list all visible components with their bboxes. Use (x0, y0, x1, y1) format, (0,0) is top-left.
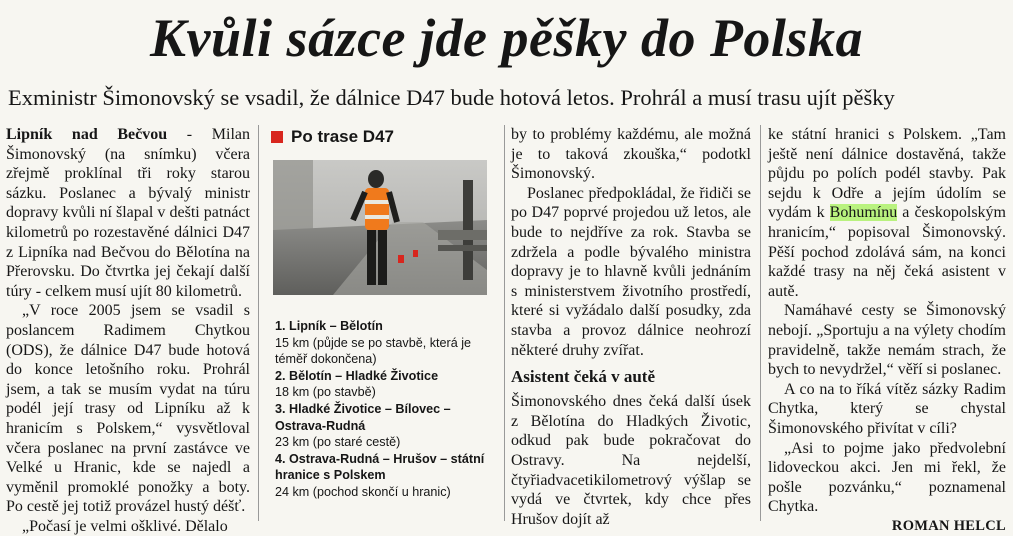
walker-photo-icon (273, 160, 487, 295)
paragraph: „V roce 2005 jsem se vsadil s poslancem Radimem Chytkou (ODS), že dálnice D47 bude hotová do konce letošního roku. Prohrál jsem, a tak se musím vydat na túru podél její trasy od Lipníku až k hranicím s Polskem,“ vysvětloval včera poslanec na první zastávce ve Velké u Hranic, kde se najedl a vyměnil promoklé ponožky a boty. Po cestě jej totiž provázel hustý déšť. (6, 302, 250, 516)
route-item-name: 1. Lipník – Bělotín (275, 319, 383, 333)
article-column-1 (6, 125, 250, 536)
sidebar-title (271, 125, 497, 149)
column-divider (258, 125, 259, 521)
subtitle: Exministr Šimonovský se vsadil, že dálnice D47 bude hotová letos. Prohrál a musí trasu ujít pěšky (8, 85, 895, 110)
route-item-detail: 23 km (po staré cestě) (275, 435, 401, 450)
route-item-detail: 15 km (půjde se po stavbě, která je téměř dokončena) (275, 335, 472, 367)
route-item (275, 368, 497, 401)
column-divider (504, 125, 505, 521)
route-item-name: 3. Hladké Životice – Bílovec – Ostrava-Rudná (275, 401, 451, 433)
paragraph: „Asi to pojme jako předvolební lidoveckou akci. Jen mi řekl, že pošle pozvánku,“ poznamenal Chytka. (768, 439, 1006, 516)
article-column-4 (768, 125, 1006, 536)
headline: Kvůli sázce jde pěšky do Polska (150, 8, 863, 68)
paragraph: by to problémy každému, ale možná je to taková zkouška,“ podotkl Šimonovský. (511, 126, 751, 183)
sidebar-box (265, 125, 497, 499)
paragraph (6, 125, 250, 301)
route-item-detail: 24 km (pochod skončí u hranic) (275, 484, 451, 499)
article-column-3 (511, 125, 751, 529)
route-item (275, 401, 497, 451)
highlighted-word: Bohumínu (829, 204, 898, 222)
paragraph: Poslanec předpokládal, že řidiči se po D47 poprvé projedou už letos, ale bude to nejdříve za rok. Stavba se zdržela a podle bývalého ministra dopravy je to hlavně kvůli jednáním s ministerstvem životního prostředí, které si vyžádalo další posudky, zda stavba a provoz dálnice neohrozí některé druhy zvířat. (511, 184, 751, 359)
route-item-name: 4. Ostrava-Rudná – Hrušov – státní hranice s Polskem (275, 451, 485, 483)
route-item-detail: 18 km (po stavbě) (275, 385, 376, 400)
dateline: Lipník nad Bečvou (6, 126, 168, 143)
route-item (275, 451, 497, 501)
paragraph: A co na to říká vítěz sázky Radim Chytka, který se chystal Šimonovského přivítat v cíli? (768, 380, 1006, 437)
paragraph-text: - Milan Šimonovský (na snímku) včera zřejmě proklínal tři roky starou sázku. Poslanec a bývalý ministr dopravy kvůli ní šlapal v dešti patnáct kilometrů po rozestavěné dálnici D47 z Lipníka nad Bečvou do Bělotína na Přerovsku. Do čtvrtka jej čekají další túry - celkem musí ujít 80 kilometrů. (6, 126, 250, 300)
paragraph-text: ke státní hranici s Polskem. „Tam ještě není dálnice dostavěná, takže půjdu po polích podél stavby. Pak sejdu k Odře a jejím údolím se vydám k (768, 126, 1006, 222)
column-divider (760, 125, 761, 521)
byline: ROMAN HELCL (891, 517, 1006, 534)
photo (273, 160, 487, 295)
route-list (275, 318, 497, 501)
route-item-name: 2. Bělotín – Hladké Životice (275, 368, 439, 383)
paragraph: Namáhavé cesty se Šimonovský nebojí. „Sportuju a na výlety chodím pravidelně, takže nemám strach, že bych to nevydržel,“ věří si poslanec. (768, 302, 1006, 379)
red-square-icon (271, 131, 283, 143)
sidebar-title-text: Po trase D47 (291, 127, 394, 146)
paragraph (768, 125, 1006, 301)
paragraph-text: a českopolským hranicím,“ popisoval Šimonovský. Pěší pochod zdolává sám, na konci každé trasy na něj čeká asistent v autě. (768, 204, 1006, 300)
route-item (275, 318, 497, 368)
subheading: Asistent čeká v autě (511, 367, 656, 387)
paragraph: „Počasí je velmi ošklivé. Dělalo (22, 517, 228, 535)
paragraph: Šimonovského dnes čeká další úsek z Bělotína do Hladkých Životic, odkud pak bude pokračovat do Ostravy. Na nejdelší, čtyřiadvacetikilometrový výšlap se vydá ve čtvrtek, kdy chce přes Hrušov dojít až (511, 393, 751, 528)
